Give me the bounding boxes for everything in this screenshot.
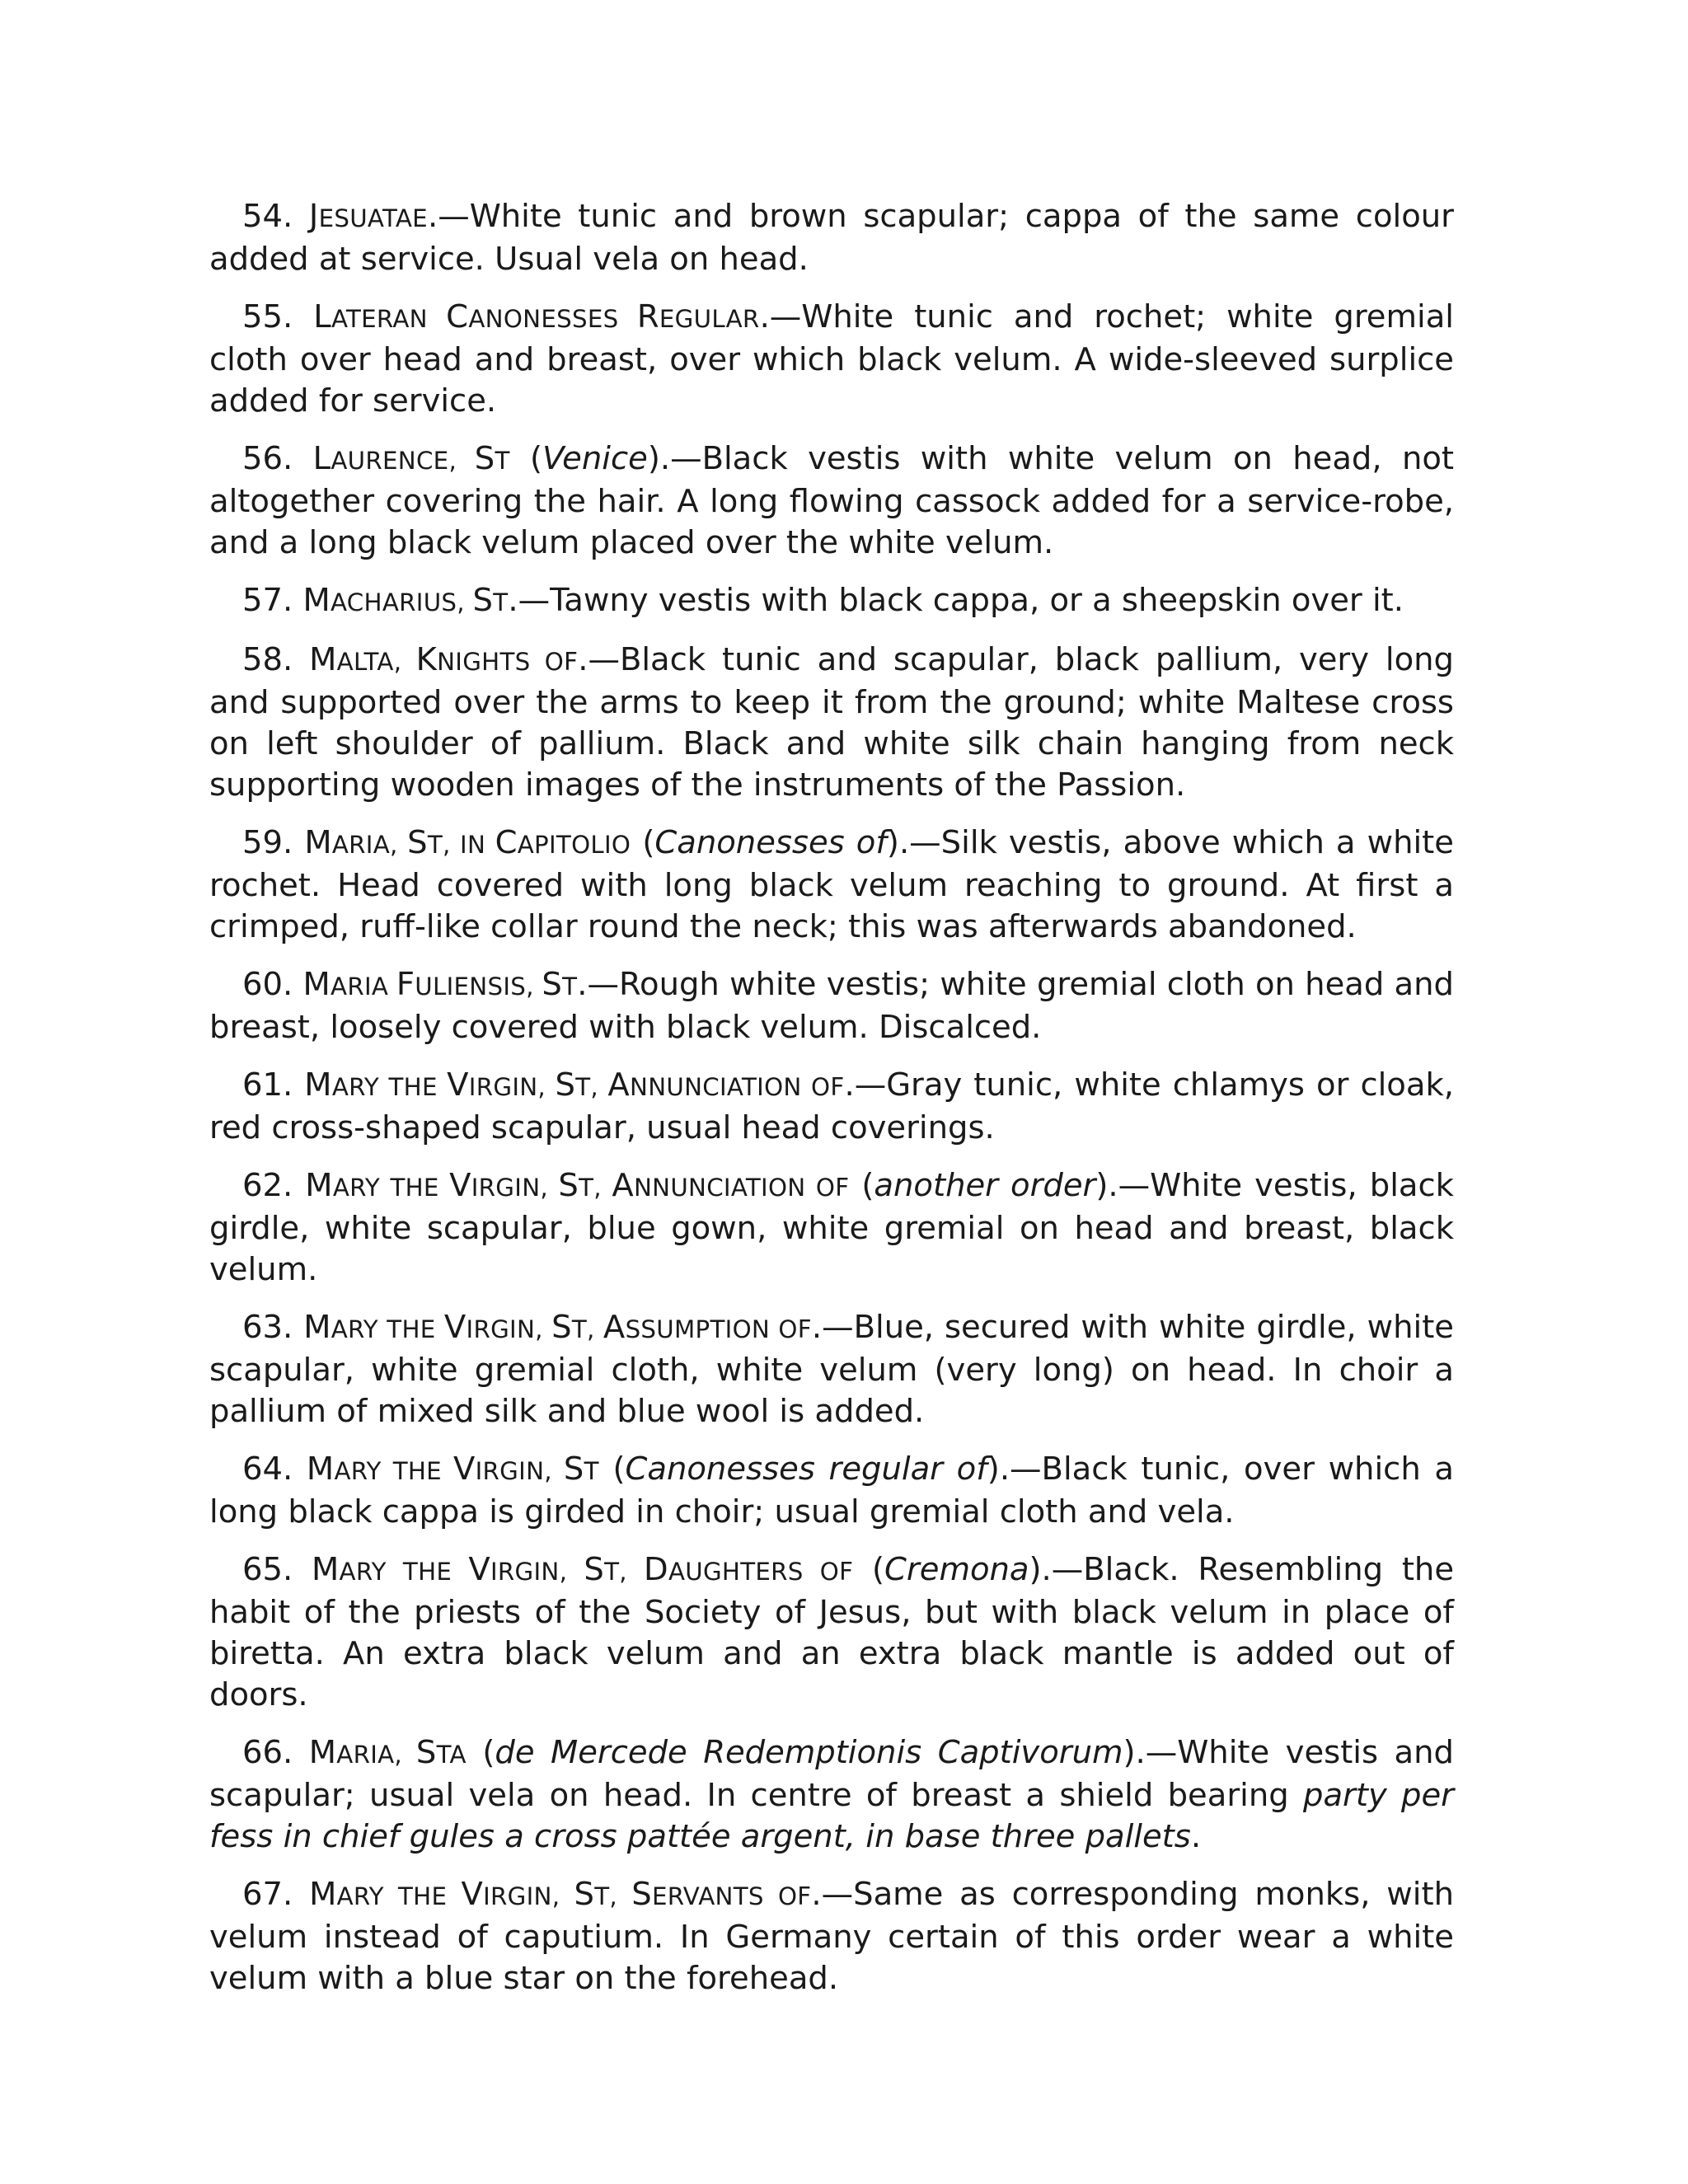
entry-56 bbox=[209, 438, 1454, 564]
entry-number: 67. bbox=[242, 1876, 293, 1913]
entry-heading: LATERAN CANONESSES REGULAR bbox=[313, 298, 760, 335]
entry-text: .—Blue, secured with white girdle, white scapular, white gremial cloth, white velum (very long) on head. In choir a pallium of mixed silk and blue wool is added. bbox=[209, 1309, 1454, 1430]
entry-text: ).—White vestis, black girdle, white scapular, blue gown, white gremial on head and breast, black velum. bbox=[209, 1167, 1454, 1288]
entry-heading: JESUATAE bbox=[308, 198, 428, 235]
entry-heading: MARIA FULIENSIS, ST bbox=[302, 966, 578, 1003]
entry-text: .—Rough white vestis; white gremial cloth on head and breast, loosely covered with black velum. Discalced. bbox=[209, 966, 1454, 1046]
entry-number: 56. bbox=[242, 440, 293, 477]
entry-italic-text: Venice bbox=[542, 440, 648, 477]
entry-italic-text: Cremona bbox=[884, 1551, 1029, 1588]
entry-text: ).—Black vestis with white velum on head, not altogether covering the hair. A long flowing cassock added for a service-robe, and a long black velum placed over the white velum. bbox=[209, 440, 1455, 561]
entry-heading: LAURENCE, ST bbox=[312, 440, 510, 477]
entry-text: .—Gray tunic, white chlamys or cloak, red cross-shaped scapular, usual head coverings. bbox=[209, 1066, 1454, 1146]
entry-67 bbox=[209, 1874, 1454, 1999]
entry-heading: MARY THE VIRGIN, ST bbox=[306, 1451, 599, 1488]
entry-number: 62. bbox=[242, 1167, 293, 1204]
entry-text: ).—Black. Resembling the habit of the priests of the Society of Jesus, but with black velum in place of biretta. An extra black velum and an extra black mantle is added out of doors. bbox=[209, 1551, 1455, 1713]
entry-text: ( bbox=[849, 1167, 874, 1204]
entry-62 bbox=[209, 1165, 1454, 1291]
entry-text: .—White tunic and rochet; white gremial cloth over head and breast, over which black velum. A wide-sleeved surplice added for service. bbox=[209, 298, 1454, 419]
entry-text: .—White tunic and brown scapular; cappa of the same colour added at service. Usual vela on head. bbox=[209, 198, 1454, 278]
entry-text: ( bbox=[631, 824, 655, 861]
entry-text: .—Black tunic and scapular, black pallium, very long and supported over the arms to keep it from the ground; white Maltese cross on left shoulder of pallium. Black and white silk chain hanging from neck supporting wooden images of the instruments of the Passion. bbox=[209, 641, 1454, 804]
entry-55 bbox=[209, 297, 1454, 422]
entry-number: 59. bbox=[242, 824, 293, 861]
entry-italic-text: de Mercede Redemptionis Captivorum bbox=[495, 1734, 1123, 1771]
entry-63 bbox=[209, 1307, 1454, 1432]
entry-text: ( bbox=[466, 1734, 495, 1771]
entry-64 bbox=[209, 1449, 1454, 1533]
entry-italic-text: Canonesses of bbox=[654, 824, 887, 861]
entry-heading: MARY THE VIRGIN, ST, ANNUNCIATION OF bbox=[305, 1167, 850, 1204]
entry-number: 55. bbox=[242, 298, 293, 335]
entry-heading: MARIA, STA bbox=[308, 1734, 467, 1771]
document-page bbox=[209, 196, 1454, 2016]
entry-54 bbox=[209, 196, 1454, 280]
entry-65 bbox=[209, 1549, 1454, 1716]
entry-number: 63. bbox=[242, 1309, 293, 1346]
entry-59 bbox=[209, 823, 1454, 948]
entry-text: .—Tawny vestis with black cappa, or a sheepskin over it. bbox=[508, 582, 1404, 619]
entry-61 bbox=[209, 1065, 1454, 1149]
entry-text: ( bbox=[853, 1551, 885, 1588]
entry-text: ).—Silk vestis, above which a white rochet. Head covered with long black velum reaching to ground. At first a crimped, ruff-like collar round the neck; this was afterwards abandoned. bbox=[209, 824, 1454, 945]
entry-text: . bbox=[1190, 1818, 1202, 1855]
entry-heading: MARIA, ST, IN CAPITOLIO bbox=[304, 824, 631, 861]
entry-60 bbox=[209, 964, 1454, 1048]
entry-66 bbox=[209, 1732, 1454, 1858]
entry-number: 54. bbox=[242, 198, 293, 235]
entry-number: 60. bbox=[242, 966, 293, 1003]
entry-number: 66. bbox=[242, 1734, 293, 1771]
entry-heading: MARY THE VIRGIN, ST, DAUGHTERS OF bbox=[312, 1551, 854, 1588]
entry-heading: MACHARIUS, ST bbox=[302, 582, 509, 619]
entry-number: 57. bbox=[242, 582, 293, 619]
entry-heading: MARY THE VIRGIN, ST, SERVANTS OF bbox=[309, 1876, 812, 1913]
entry-italic-text: party per fess in chief gules a cross pattée argent, in base three pallets bbox=[209, 1777, 1454, 1855]
entry-57 bbox=[209, 580, 1454, 623]
entry-number: 61. bbox=[242, 1066, 293, 1104]
entry-number: 58. bbox=[242, 641, 293, 678]
entry-number: 64. bbox=[242, 1451, 293, 1488]
entry-italic-text: another order bbox=[874, 1167, 1096, 1204]
entry-italic-text: Canonesses regular of bbox=[625, 1451, 987, 1488]
entry-heading: MARY THE VIRGIN, ST, ASSUMPTION OF bbox=[303, 1309, 812, 1346]
entry-number: 65. bbox=[242, 1551, 293, 1588]
entry-heading: MALTA, KNIGHTS OF bbox=[309, 641, 579, 678]
entry-text: .—Same as corresponding monks, with velum instead of caputium. In Germany certain of this order wear a white velum with a blue star on the forehead. bbox=[209, 1876, 1454, 1997]
entry-heading: MARY THE VIRGIN, ST, ANNUNCIATION OF bbox=[304, 1066, 845, 1104]
entry-text: ).—White vestis and scapular; usual vela on head. In centre of breast a shield bearing bbox=[209, 1734, 1454, 1814]
entry-text: ( bbox=[509, 440, 543, 477]
entry-text: ( bbox=[598, 1451, 626, 1488]
entry-58 bbox=[209, 640, 1454, 806]
entry-text: ).—Black tunic, over which a long black cappa is girded in choir; usual gremial cloth and vela. bbox=[209, 1451, 1454, 1530]
